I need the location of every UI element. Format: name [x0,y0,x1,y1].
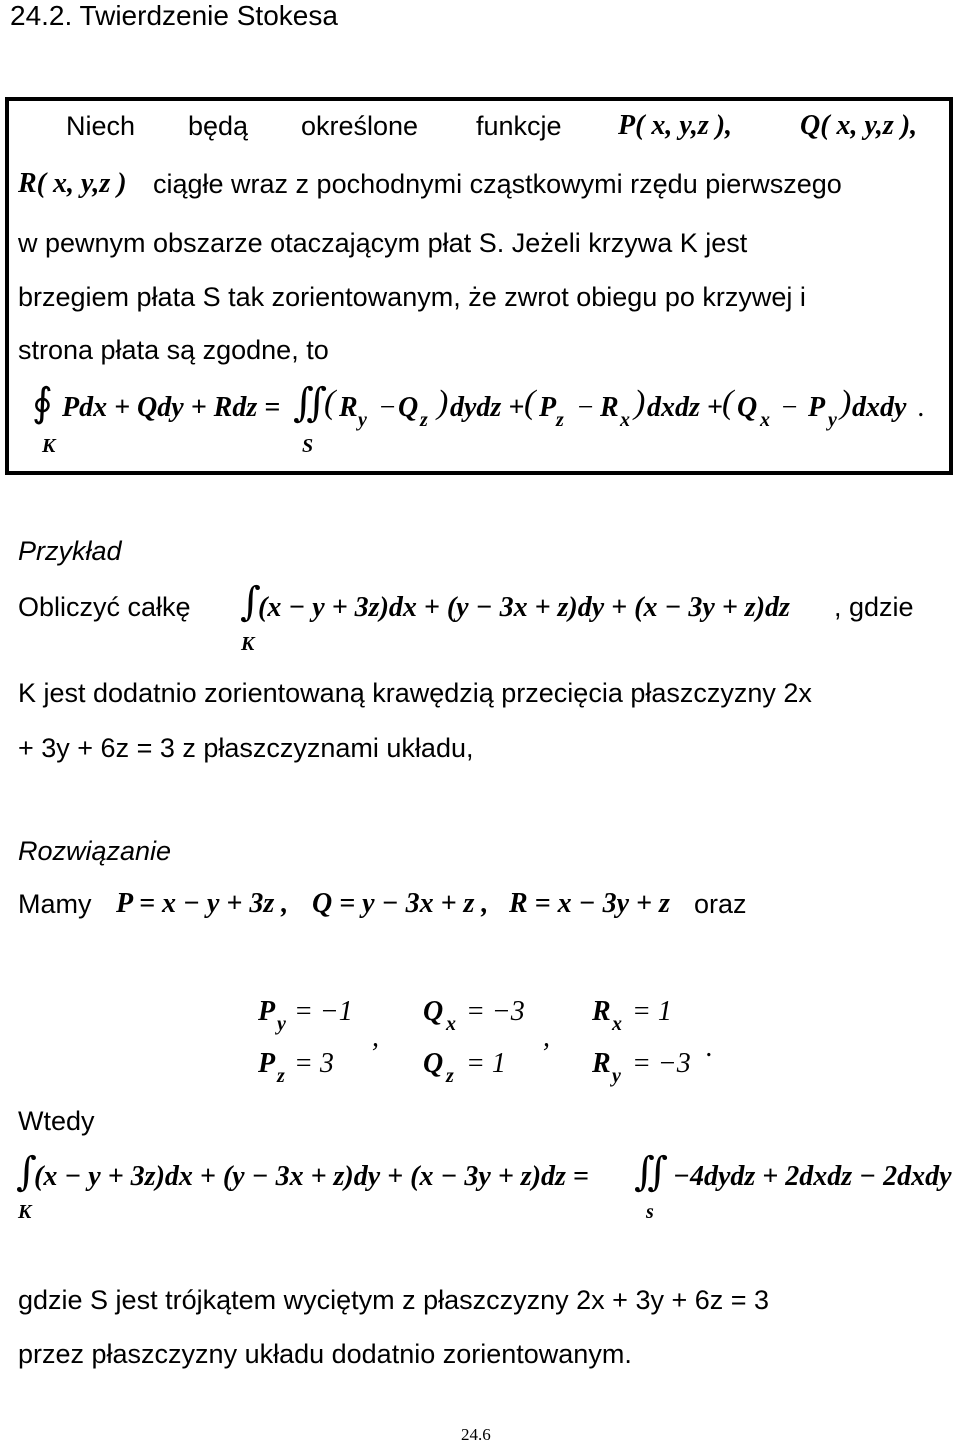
deriv-Qz-letter: Q [423,1048,444,1079]
theorem-text-niech: Niech [66,111,136,141]
function-R: R( x, y,z ) [18,168,127,199]
deriv-Ry-letter: R [592,1048,611,1079]
deriv-Qz-sub: z [446,1065,454,1087]
contour-integral-sign: ∮ [32,380,53,426]
final-text-line-1: gdzie S jest trójkątem wyciętym z płaszczyzny 2x + 3y + 6z = 3 [18,1285,770,1315]
t3-close-paren: ) [840,384,852,421]
theorem-line-5: strona płata są zgodne, to [18,335,329,365]
theorem-text-funkcje: funkcje [476,111,562,141]
t2-differential: dxdz + [647,392,723,423]
t3-Q: Q [737,392,758,423]
t1-R-sub: y [358,409,367,431]
deriv-Rx-sub: x [612,1013,622,1035]
solution-Q-def: Q = y − 3x + z , [312,888,489,919]
formula-lower-S: S [302,435,314,457]
example-integrand: (x − y + 3z)dx + (y − 3x + z)dy + (x − 3y + z)dz [258,592,790,623]
theorem-line-4: brzegiem płata S tak zorientowanym, że zwrot obiegu po krzywej i [18,282,806,312]
t3-P-sub: y [828,409,837,431]
page-number: 24.6 [461,1425,491,1444]
deriv-comma-1: , [372,1022,379,1053]
t1-R: R [339,392,358,423]
t2-open-paren: ( [524,384,536,421]
formula-lower-K: K [42,435,56,457]
deriv-Ry-sub: y [612,1065,621,1087]
solution-oraz: oraz [694,889,747,919]
t2-P-sub: z [556,409,564,431]
function-Q: Q( x, y,z ), [800,110,918,141]
solution-P-def: P = x − y + 3z , [116,888,289,919]
t3-open-paren: ( [722,384,734,421]
theorem-line-2: ciągłe wraz z pochodnymi cząstkowymi rzędu pierwszego [153,169,842,199]
t3-P: P [808,392,826,423]
t1-close-paren: ) [437,384,449,421]
t1-open-paren: ( [324,384,336,421]
final-text-line-2: przez płaszczyzny układu dodatnio zorientowanym. [18,1339,632,1369]
theorem-text-beda: będą [188,111,249,141]
deriv-comma-2: , [543,1022,550,1053]
deriv-Rx-value: = 1 [632,996,672,1027]
t2-R-sub: x [620,409,630,431]
function-P: P( x, y,z ), [618,110,733,141]
example-lower-K: K [241,633,255,655]
deriv-Pz-letter: P [258,1048,276,1079]
t3-Q-sub: x [760,409,770,431]
example-obliczyc: Obliczyć całkę [18,592,191,622]
theorem-text-okreslone: określone [301,111,419,141]
example-desc-line-1: K jest dodatnio zorientowaną krawędzią przecięcia płaszczyzny 2x [18,678,812,708]
solution-R-def: R = x − 3y + z [509,888,670,919]
deriv-Py-letter: P [258,996,276,1027]
example-desc-line-2: + 3y + 6z = 3 z płaszczyznami układu, [18,733,474,763]
t2-R: R [600,392,619,423]
final-double-integral-sign: ∬ [634,1149,669,1195]
final-lower-K: K [18,1201,32,1223]
t1-Q: Q [398,392,419,423]
example-integral-sign: ∫ [240,579,261,625]
double-integral-sign: ∬ [293,380,328,426]
theorem-line-3: w pewnym obszarze otaczającym płat S. Jeżeli krzywa K jest [18,228,748,258]
deriv-period: . [706,1032,713,1063]
t2-close-paren: ) [634,384,646,421]
t1-differential: dydz + [450,392,525,423]
deriv-Qz-value: = 1 [466,1048,506,1079]
t1-minus: − [378,392,397,423]
deriv-Py-value: = −1 [294,996,353,1027]
deriv-Rx-letter: R [592,996,611,1027]
example-gdzie: , gdzie [834,592,914,622]
solution-mamy: Mamy [18,889,92,919]
t2-P: P [539,392,557,423]
example-heading: Przykład [18,536,122,566]
t3-differential: dxdy [852,392,907,423]
deriv-Ry-value: = −3 [632,1048,691,1079]
deriv-Pz-value: = 3 [294,1048,334,1079]
deriv-Qx-value: = −3 [466,996,525,1027]
final-lower-s: s [646,1201,654,1223]
deriv-Pz-sub: z [277,1065,285,1087]
final-rhs: −4dydz + 2dxdz − 2dxdy [673,1161,952,1192]
deriv-Qx-letter: Q [423,996,444,1027]
formula-lhs: Pdx + Qdy + Rdz = [62,392,281,423]
t2-minus: − [576,392,595,423]
solution-heading: Rozwiązanie [18,836,172,866]
page-title: 24.2. Twierdzenie Stokesa [10,0,338,31]
t3-minus: − [780,392,799,423]
deriv-Py-sub: y [277,1013,286,1035]
deriv-Qx-sub: x [446,1013,456,1035]
formula-period: . [918,392,925,423]
t1-Q-sub: z [420,409,428,431]
final-integral-sign: ∫ [16,1149,37,1195]
solution-wtedy: Wtedy [18,1106,95,1136]
final-lhs: (x − y + 3z)dx + (y − 3x + z)dy + (x − 3y + z)dz = [34,1161,589,1192]
